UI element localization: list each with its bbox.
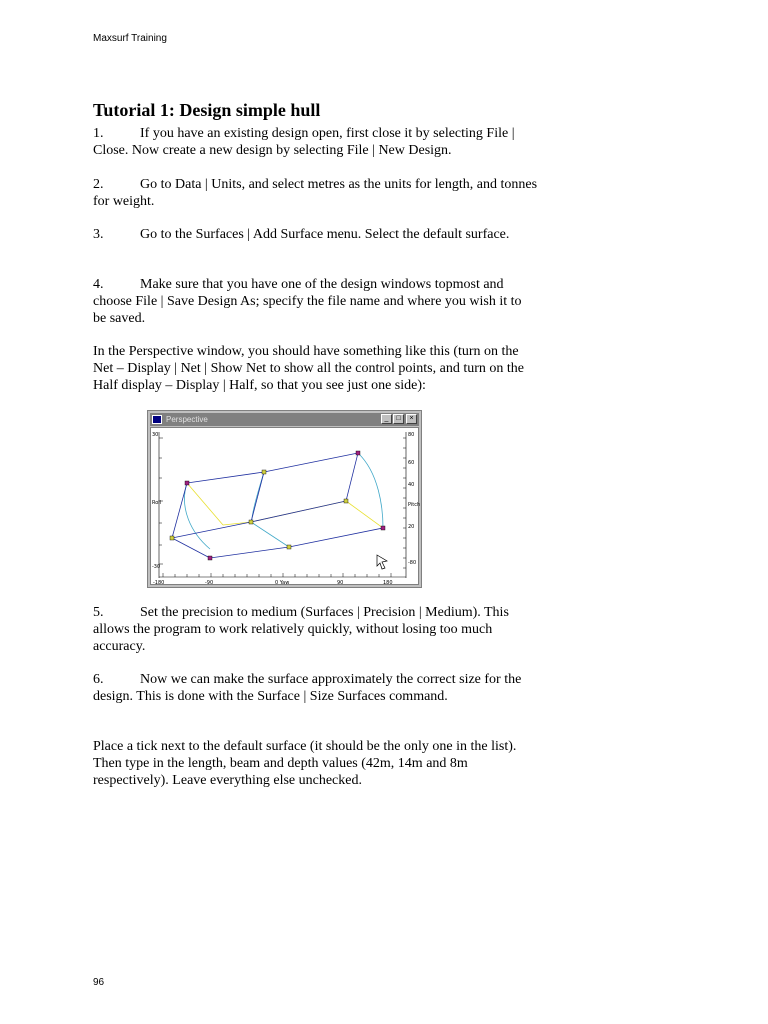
- minimize-icon[interactable]: _: [381, 414, 392, 424]
- page-number: 96: [93, 977, 105, 988]
- right-ruler-label: Pitch: [408, 502, 420, 508]
- control-point: [344, 499, 348, 503]
- hull-line: [289, 528, 383, 547]
- tutorial-title: Tutorial 1: Design simple hull: [93, 100, 321, 120]
- viewport: [150, 427, 419, 585]
- step-number: 5.: [93, 605, 104, 620]
- step-number: 6.: [93, 672, 104, 687]
- control-point: [381, 526, 385, 530]
- bottom-ruler-label: 0 Yaw: [275, 580, 290, 586]
- perspective-note: In the Perspective window, you should have something like this (turn on the Net – Display | Net | Show Net to show all the control points, and turn on the Half display – Display | Half, so that you see just one side):: [93, 344, 524, 393]
- closing-note: Place a tick next to the default surface (it should be the only one in the list). Then type in the length, beam and depth values (42m, 14m and 8m respectively). Leave everything else unchecked.: [93, 739, 517, 788]
- hull-line: [346, 453, 358, 501]
- step-text: Go to Data | Units, and select metres as the units for length, and tonnes for weight.: [93, 177, 538, 209]
- control-point: [287, 545, 291, 549]
- step-text: Make sure that you have one of the design windows topmost and choose File | Save Design As; specify the file name and where you wish it to be saved.: [93, 277, 522, 326]
- step-6: [93, 671, 538, 705]
- hull-curve: [358, 453, 383, 528]
- step-3: [93, 226, 538, 243]
- hull-line: [172, 538, 210, 558]
- step-number: 3.: [93, 227, 104, 242]
- step-number: 1.: [93, 126, 104, 141]
- control-point: [170, 536, 174, 540]
- left-ruler-label: -30: [152, 564, 161, 570]
- close-icon[interactable]: ×: [406, 414, 417, 424]
- control-point: [185, 481, 189, 485]
- hull-line: [346, 501, 383, 528]
- right-ruler-label: 60: [408, 460, 415, 466]
- bottom-ruler-label: 90: [337, 580, 344, 586]
- hull-line: [210, 547, 289, 558]
- hull-line: [251, 522, 289, 547]
- bottom-ruler-label: -90: [205, 580, 214, 586]
- perspective-view: [151, 428, 420, 586]
- hull-line: [172, 483, 187, 538]
- left-ruler-label: 30: [152, 432, 159, 438]
- control-point: [208, 556, 212, 560]
- step-1: [93, 125, 538, 159]
- right-ruler-label: -80: [408, 560, 417, 566]
- right-ruler-label: 80: [408, 432, 415, 438]
- right-ruler-label: 20: [408, 524, 415, 530]
- step-text: If you have an existing design open, first close it by selecting File | Close. Now create a new design by selecting File | New Design.: [93, 126, 515, 158]
- bottom-ruler-label: 180: [383, 580, 393, 586]
- step-text: Set the precision to medium (Surfaces | Precision | Medium). This allows the program to work relatively quickly, without losing too much accuracy.: [93, 605, 509, 654]
- bottom-ruler-label: -180: [153, 580, 165, 586]
- running-head: Maxsurf Training: [93, 33, 167, 44]
- cursor-icon: [377, 555, 387, 569]
- hull-curve: [184, 483, 210, 549]
- window-titlebar: [150, 413, 419, 426]
- step-2: [93, 176, 538, 210]
- hull-line: [264, 453, 358, 472]
- left-ruler-label: Roll: [152, 500, 162, 506]
- step-text: Now we can make the surface approximately the correct size for the design. This is done with the Surface | Size Surfaces command.: [93, 672, 522, 704]
- app-icon: [152, 415, 162, 424]
- window-title: Perspective: [166, 415, 208, 424]
- hull-line: [187, 472, 264, 483]
- hull-line: [172, 522, 251, 538]
- hull-line: [251, 501, 346, 522]
- step-number: 2.: [93, 177, 104, 192]
- perspective-window: [147, 410, 422, 588]
- step-4: [93, 276, 538, 327]
- step-text: Go to the Surfaces | Add Surface menu. Select the default surface.: [140, 227, 510, 242]
- control-point: [262, 470, 266, 474]
- control-point: [249, 520, 253, 524]
- right-ruler-label: 40: [408, 482, 415, 488]
- step-number: 4.: [93, 277, 104, 292]
- step-5: [93, 604, 538, 655]
- control-point: [356, 451, 360, 455]
- hull-line: [187, 483, 223, 525]
- maximize-icon[interactable]: □: [393, 414, 404, 424]
- hull-line: [251, 472, 264, 522]
